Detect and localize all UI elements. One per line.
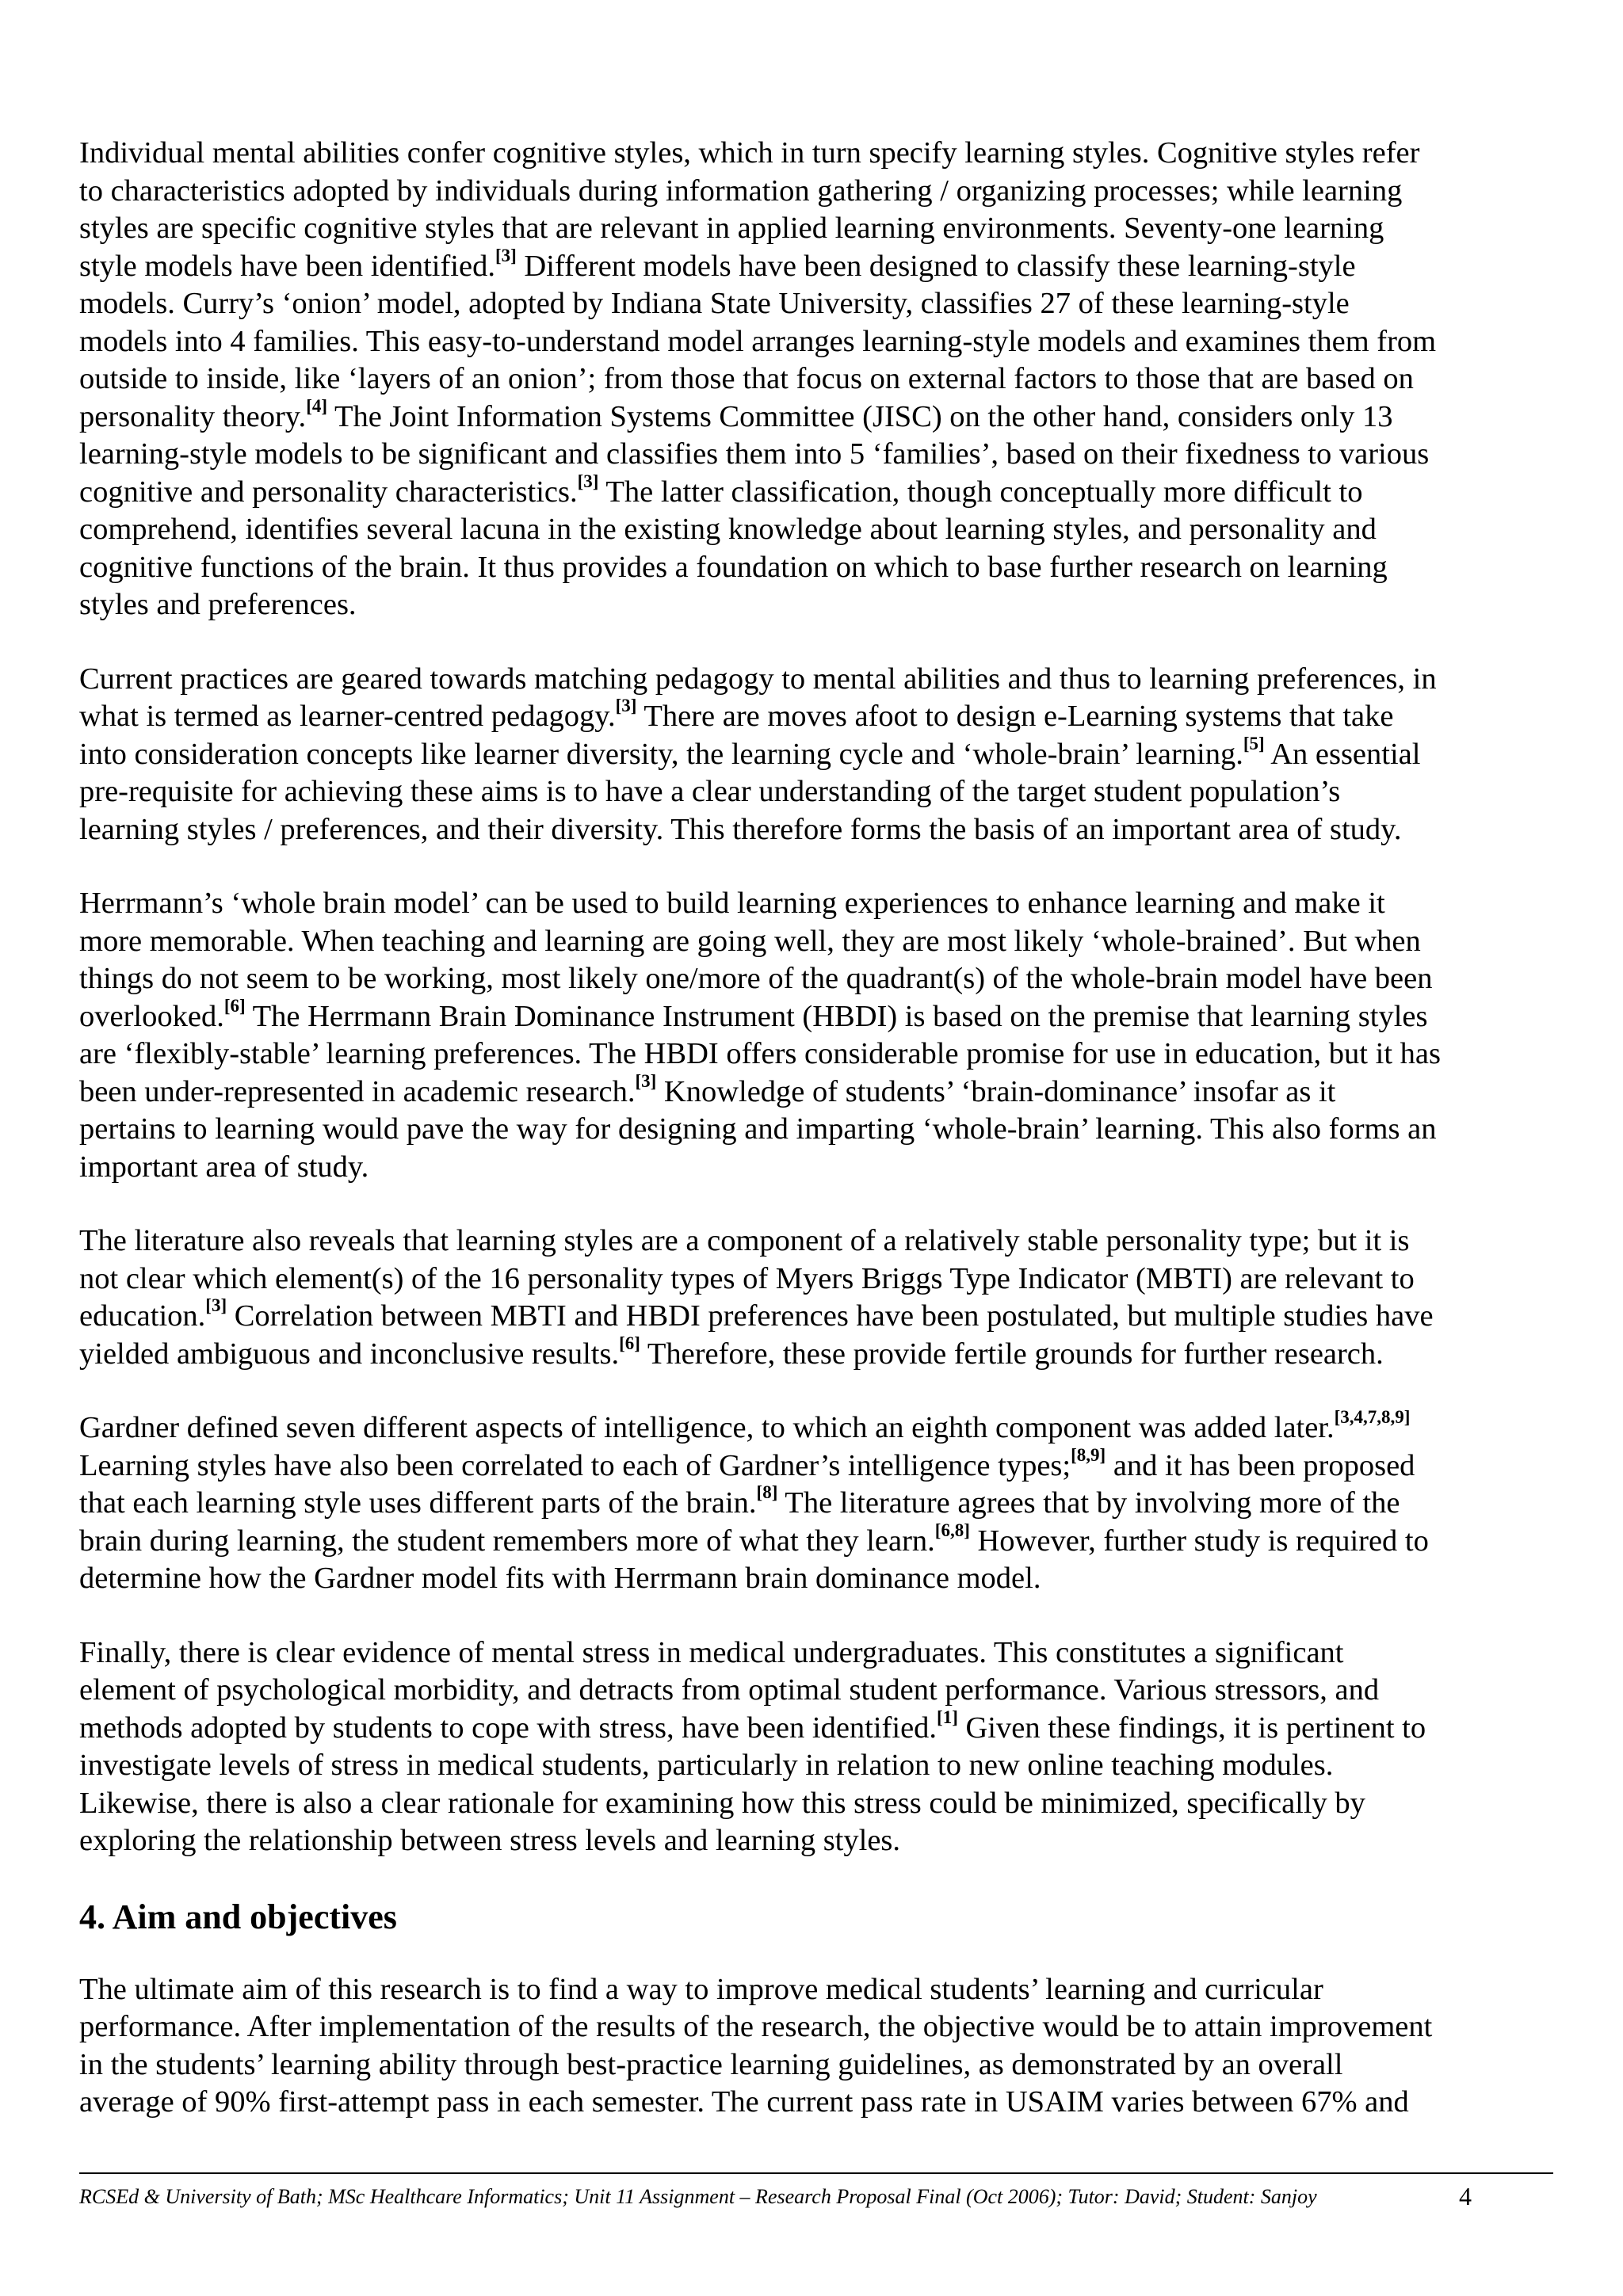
text-line: Herrmann’s ‘whole brain model’ can be used to build learning experiences to enhance learning and make it [79, 887, 1385, 920]
citation-reference: [3] [615, 696, 637, 716]
text-line: in the students’ learning ability through best-practice learning guidelines, as demonstrated by an overall [79, 2047, 1343, 2081]
body-paragraph [79, 1634, 1553, 1860]
text-line: Current practices are geared towards matching pedagogy to mental abilities and thus to learning preferences, in [79, 662, 1437, 696]
text-line: into consideration concepts like learner diversity, the learning cycle and ‘whole-brain’ learning.[5] An essential [79, 733, 1421, 771]
citation-reference: [6] [223, 995, 246, 1016]
text-line: overlooked.[6] The Herrmann Brain Dominance Instrument (HBDI) is based on the premise that learning styles [79, 995, 1428, 1033]
text-line: more memorable. When teaching and learning are going well, they are most likely ‘whole-brained’. But when [79, 924, 1421, 958]
citation-reference: [3] [635, 1070, 657, 1091]
text-line: pre-requisite for achieving these aims is to have a clear understanding of the target student population’s [79, 775, 1341, 808]
page-footer [79, 2172, 1553, 2210]
page-number: 4 [1459, 2182, 1472, 2210]
citation-reference: [8,9] [1071, 1444, 1106, 1465]
text-line: investigate levels of stress in medical students, particularly in relation to new online teaching modules. [79, 1749, 1334, 1782]
text-line: yielded ambiguous and inconclusive results.[6] Therefore, these provide fertile grounds for further research. [79, 1333, 1384, 1371]
text-line: are ‘flexibly-stable’ learning preferences. The HBDI offers considerable promise for use in education, but it has [79, 1037, 1441, 1070]
text-line: The literature also reveals that learning styles are a component of a relatively stable personality type; but it is [79, 1224, 1410, 1257]
text-line: element of psychological morbidity, and detracts from optimal student performance. Various stressors, and [79, 1673, 1380, 1707]
body-paragraphs [79, 135, 1553, 1860]
document-body [79, 135, 1553, 2158]
text-line: styles are specific cognitive styles that are relevant in applied learning environments. Seventy-one learning [79, 212, 1384, 245]
text-line: Individual mental abilities confer cognitive styles, which in turn specify learning styles. Cognitive styles refer [79, 136, 1420, 170]
text-line: been under-represented in academic research.[3] Knowledge of students’ ‘brain-dominance’ insofar as it [79, 1070, 1336, 1108]
body-paragraph [79, 1409, 1553, 1598]
text-line: models. Curry’s ‘onion’ model, adopted by Indiana State University, classifies 27 of these learning-style [79, 287, 1350, 320]
text-line: Learning styles have also been correlated to each of Gardner’s intelligence types;[8,9] and it has been proposed [79, 1444, 1415, 1482]
citation-reference: [4] [306, 395, 328, 416]
text-line: models into 4 families. This easy-to-understand model arranges learning-style models and examines them from [79, 324, 1437, 358]
text-line: pertains to learning would pave the way for designing and imparting ‘whole-brain’ learning. This also forms an [79, 1112, 1437, 1146]
footer-citation: RCSEd & University of Bath; MSc Healthcare Informatics; Unit 11 Assignment – Research Proposal Final (Oct 2006); Tutor: David; Student: Sanjoy [79, 2185, 1317, 2208]
section-heading: 4. Aim and objectives [79, 1897, 397, 1936]
text-line: that each learning style uses different parts of the brain.[8] The literature agrees that by involving more of the [79, 1482, 1400, 1520]
text-line: cognitive functions of the brain. It thus provides a foundation on which to base further research on learning [79, 550, 1388, 584]
text-line: methods adopted by students to cope with stress, have been identified.[1] Given these findings, it is pertinent to [79, 1707, 1426, 1745]
text-line: education.[3] Correlation between MBTI and HBDI preferences have been postulated, but multiple studies have [79, 1295, 1434, 1333]
text-line: brain during learning, the student remembers more of what they learn.[6,8] However, further study is required to [79, 1520, 1429, 1558]
citation-reference: [3] [577, 471, 599, 491]
body-paragraph [79, 885, 1553, 1186]
citation-reference: [8] [756, 1482, 778, 1503]
citation-reference: [6] [619, 1333, 640, 1353]
text-line: The ultimate aim of this research is to find a way to improve medical students’ learning and curricular [79, 1972, 1323, 2006]
citation-reference: [3] [495, 245, 517, 265]
citation-reference: [6,8] [934, 1520, 970, 1540]
text-line: style models have been identified.[3] Different models have been designed to classify these learning-style [79, 245, 1356, 283]
text-line: things do not seem to be working, most likely one/more of the quadrant(s) of the whole-brain model have been [79, 962, 1433, 995]
text-line: not clear which element(s) of the 16 personality types of Myers Briggs Type Indicator (MBTI) are relevant to [79, 1261, 1415, 1295]
text-line: Gardner defined seven different aspects of intelligence, to which an eighth component was added later.[3,4,7,8,9] [79, 1407, 1411, 1444]
citation-reference: [1] [937, 1707, 958, 1727]
citation-reference: [3] [205, 1295, 227, 1316]
text-line: determine how the Gardner model fits with Herrmann brain dominance model. [79, 1562, 1041, 1595]
citation-reference: [5] [1243, 733, 1265, 753]
text-line: average of 90% first-attempt pass in each semester. The current pass rate in USAIM varies between 67% and [79, 2085, 1409, 2119]
text-line: learning styles / preferences, and their diversity. This therefore forms the basis of an important area of study. [79, 812, 1402, 846]
text-line: to characteristics adopted by individuals during information gathering / organizing processes; while learning [79, 174, 1403, 208]
text-line: Likewise, there is also a clear rationale for examining how this stress could be minimized, specifically by [79, 1786, 1365, 1820]
text-line: what is termed as learner-centred pedagogy.[3] There are moves afoot to design e-Learning systems that take [79, 696, 1394, 733]
aim-paragraph [79, 1971, 1553, 2122]
text-line: styles and preferences. [79, 588, 357, 621]
text-line: Finally, there is clear evidence of mental stress in medical undergraduates. This constitutes a significant [79, 1635, 1344, 1669]
text-line: personality theory.[4] The Joint Information Systems Committee (JISC) on the other hand, considers only 13 [79, 395, 1393, 433]
text-line: outside to inside, like ‘layers of an onion’; from those that focus on external factors to those that are based on [79, 362, 1414, 395]
text-line: important area of study. [79, 1150, 369, 1184]
text-line: cognitive and personality characteristics.[3] The latter classification, though conceptually more difficult to [79, 471, 1363, 509]
text-line: exploring the relationship between stress levels and learning styles. [79, 1824, 901, 1857]
text-line: learning-style models to be significant and classifies them into 5 ‘families’, based on their fixedness to various [79, 437, 1430, 471]
body-paragraph [79, 135, 1553, 624]
citation-reference: [3,4,7,8,9] [1334, 1407, 1411, 1428]
aim-paragraph-container [79, 1971, 1553, 2122]
body-paragraph [79, 1222, 1553, 1373]
body-paragraph [79, 661, 1553, 849]
text-line: performance. After implementation of the results of the research, the objective would be to attain improvement [79, 2010, 1433, 2043]
text-line: comprehend, identifies several lacuna in the existing knowledge about learning styles, and personality and [79, 513, 1377, 546]
